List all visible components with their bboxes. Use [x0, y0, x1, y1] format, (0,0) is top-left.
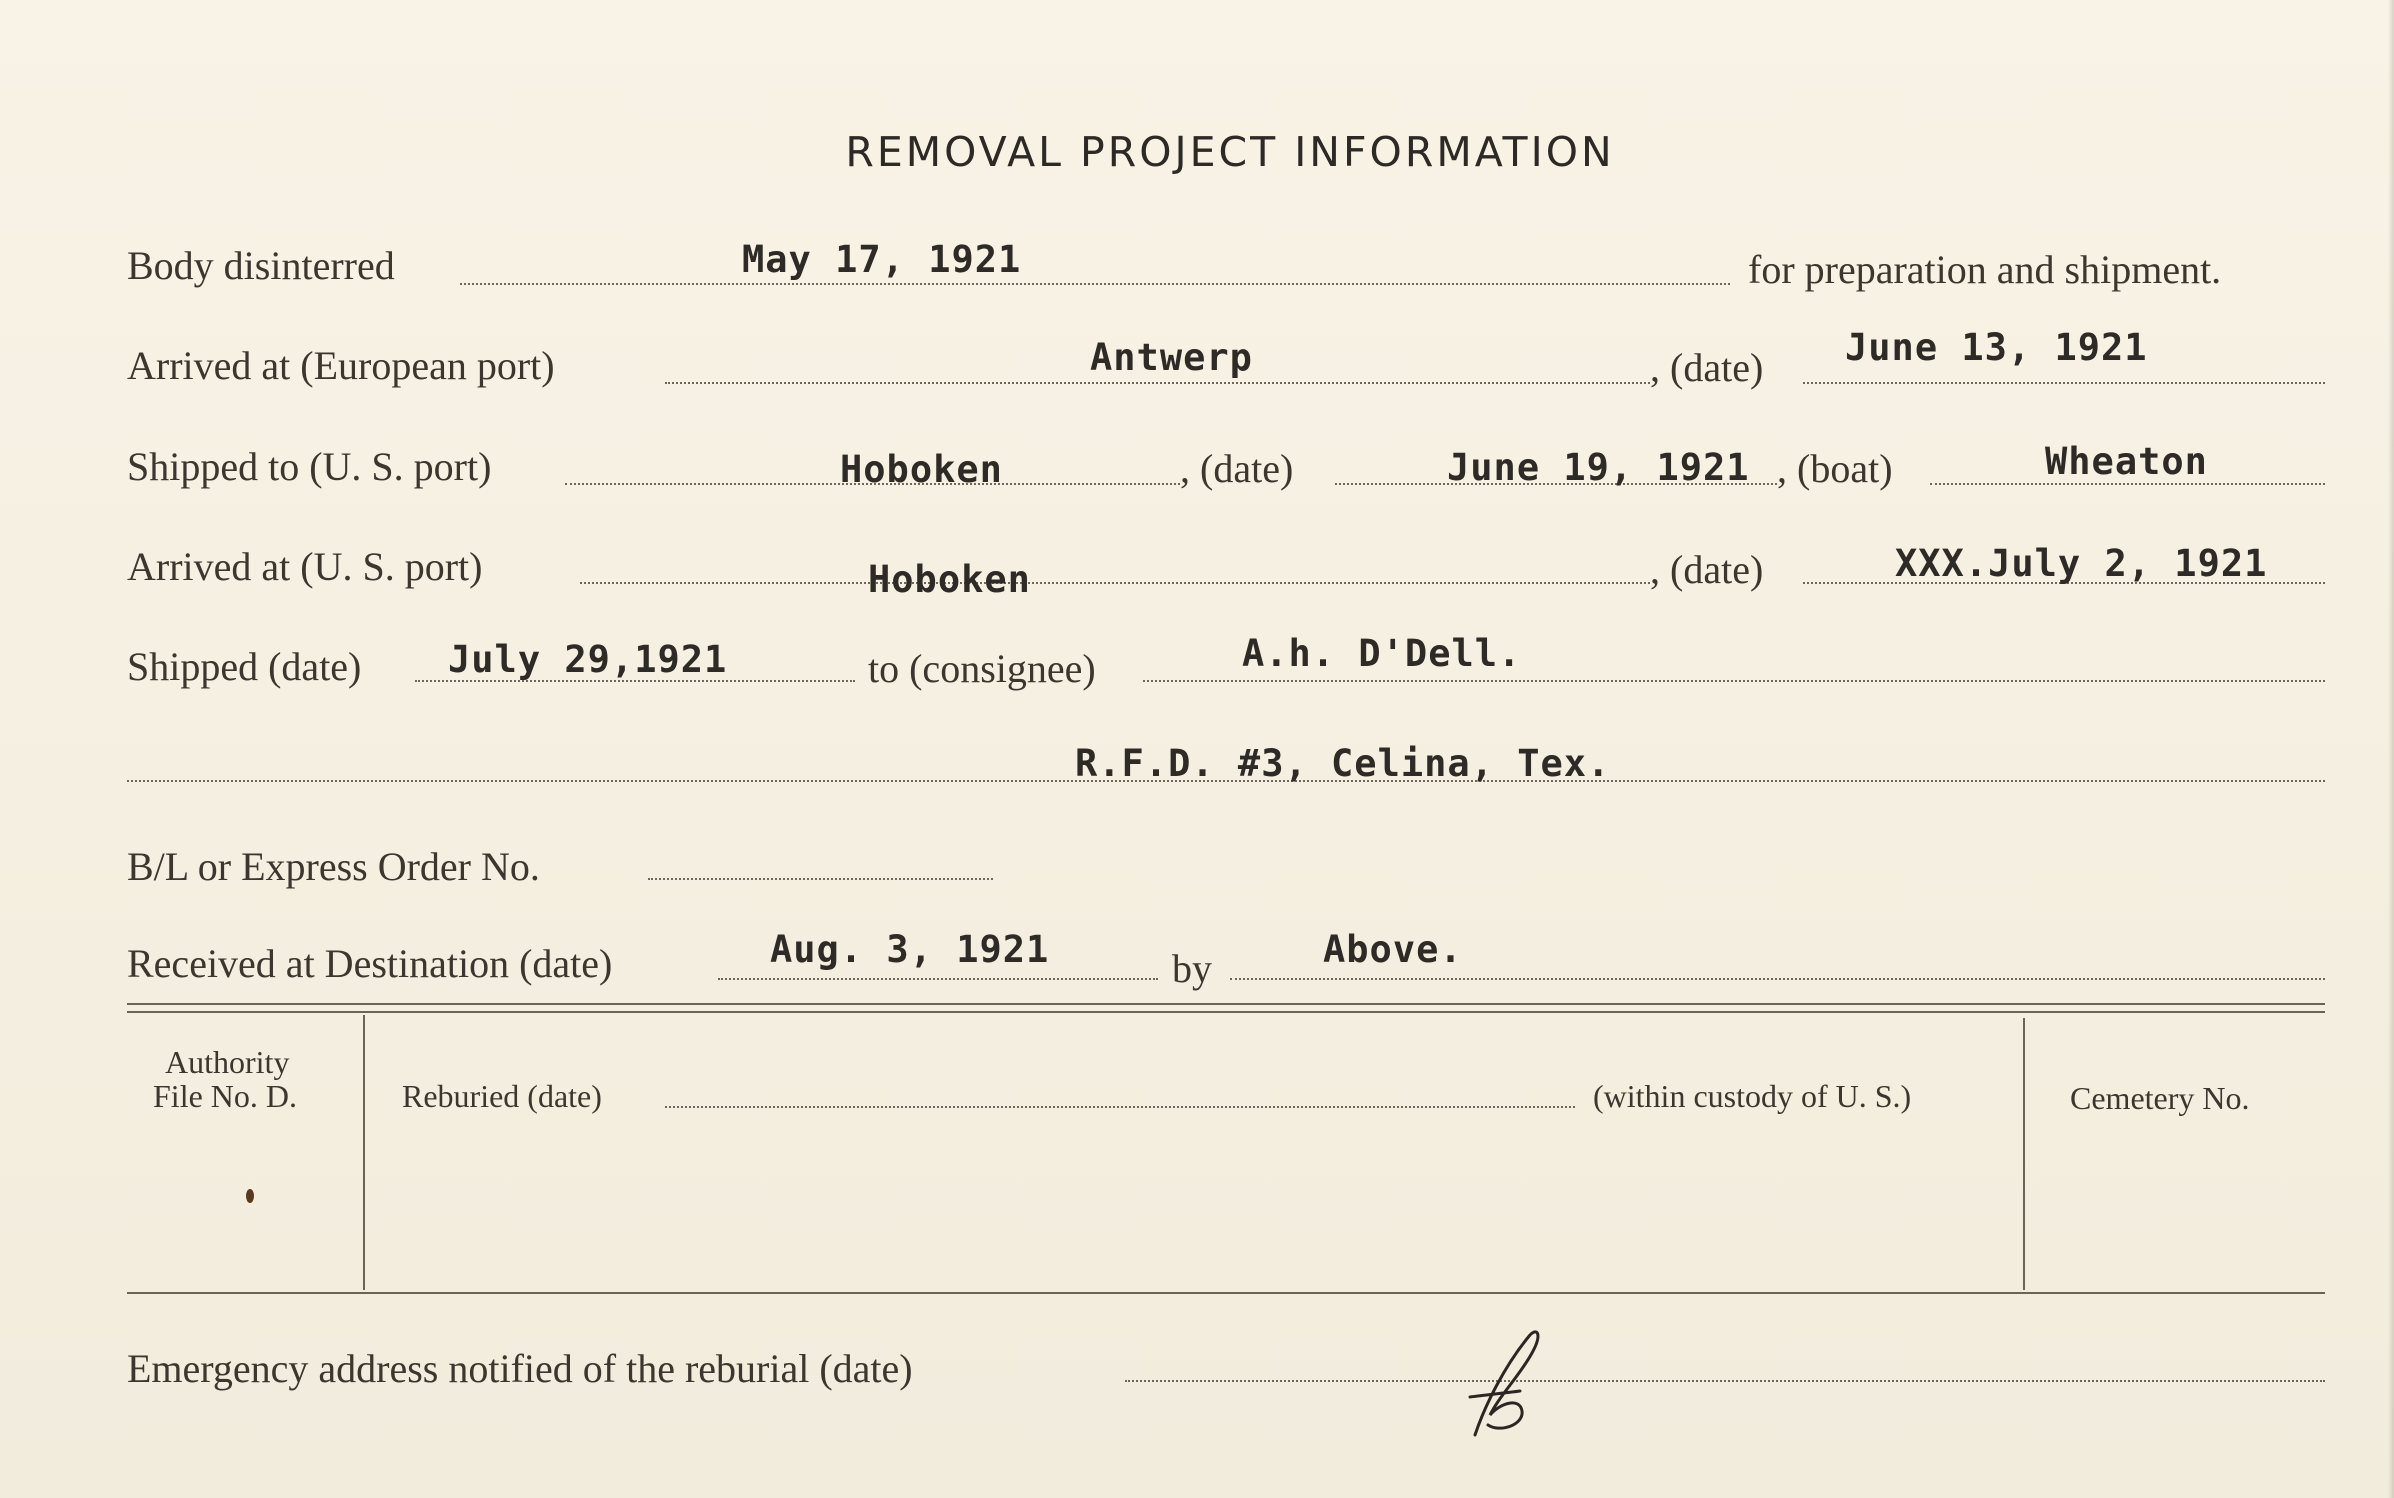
box-divider-right [2023, 1018, 2025, 1290]
arrived-european-date-label: , (date) [1650, 345, 1764, 390]
arrived-us-date-label: , (date) [1650, 547, 1764, 592]
custody-label: (within custody of U. S.) [1593, 1078, 1912, 1114]
body-disinterred-label: Body disinterred [127, 243, 395, 288]
handwritten-initial-mark [1460, 1325, 1560, 1445]
received-by-value: Above. [1323, 928, 1463, 971]
shipped-us-date-value: June 19, 1921 [1447, 446, 1750, 489]
body-disinterred-value: May 17, 1921 [742, 238, 1022, 281]
address-value: R.F.D. #3, Celina, Tex. [1075, 742, 1611, 785]
bl-order-line [648, 878, 993, 880]
shipped-us-date-label: , (date) [1180, 446, 1294, 491]
body-disinterred-suffix: for preparation and shipment. [1748, 247, 2222, 292]
double-rule-top [127, 1003, 2325, 1005]
received-by-label: by [1172, 946, 1212, 991]
box-bottom-rule [127, 1292, 2325, 1294]
arrived-european-date-value: June 13, 1921 [1845, 326, 2148, 369]
arrived-european-date-line [1803, 382, 2325, 384]
arrived-european-line [665, 382, 1650, 384]
reburied-line [665, 1106, 1575, 1108]
received-line [718, 978, 1158, 980]
authority-file-label: File No. D. [153, 1078, 297, 1114]
box-divider-left [363, 1015, 365, 1290]
arrived-us-label: Arrived at (U. S. port) [127, 544, 483, 589]
double-rule-bottom [127, 1011, 2325, 1013]
consignee-line [1143, 680, 2325, 682]
arrived-us-value: Hoboken [868, 558, 1031, 601]
ink-dot-mark [244, 1186, 256, 1206]
shipped-us-boat-line [1930, 483, 2325, 485]
shipped-us-value: Hoboken [840, 448, 1003, 491]
shipped-us-label: Shipped to (U. S. port) [127, 444, 492, 489]
shipped-date-label: Shipped (date) [127, 644, 362, 689]
cemetery-label: Cemetery No. [2070, 1080, 2250, 1116]
shipped-us-boat-value: Wheaton [2045, 440, 2208, 483]
card-title: REMOVAL PROJECT INFORMATION [845, 128, 1615, 176]
shipped-us-boat-label: , (boat) [1777, 446, 1893, 491]
received-value: Aug. 3, 1921 [770, 928, 1050, 971]
arrived-us-date-value: XXX.July 2, 1921 [1895, 542, 2268, 585]
received-by-line [1230, 978, 2325, 980]
body-disinterred-line [460, 283, 1730, 285]
authority-label: Authority [165, 1044, 290, 1080]
emergency-label: Emergency address notified of the reburial (date) [127, 1346, 913, 1391]
arrived-european-label: Arrived at (European port) [127, 343, 555, 388]
shipped-date-value: July 29,1921 [448, 638, 728, 681]
bl-order-label: B/L or Express Order No. [127, 844, 540, 889]
reburied-label: Reburied (date) [402, 1078, 602, 1114]
consignee-label: to (consignee) [868, 646, 1096, 691]
consignee-value: A.h. D'Dell. [1242, 632, 1522, 675]
arrived-us-line [580, 582, 1650, 584]
emergency-line [1125, 1380, 2325, 1382]
received-label: Received at Destination (date) [127, 941, 613, 986]
arrived-european-value: Antwerp [1090, 336, 1253, 379]
